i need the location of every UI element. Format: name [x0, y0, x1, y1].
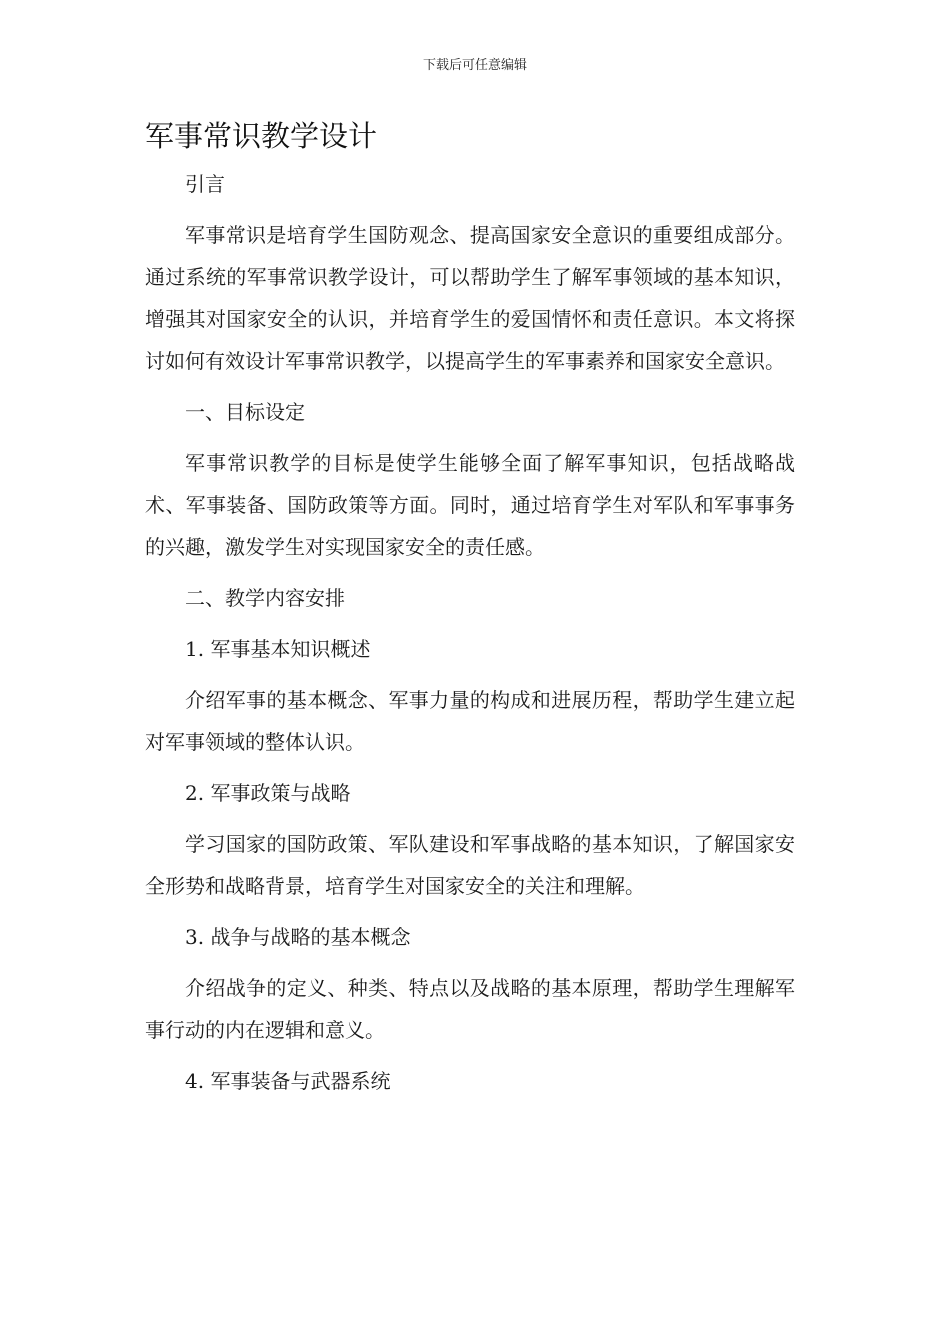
- paragraph-goals: 军事常识教学的目标是使学生能够全面了解军事知识，包括战略战术、军事装备、国防政策等方面。同时，通过培育学生对军队和军事事务的兴趣，激发学生对实现国家安全的责任感。: [145, 451, 795, 559]
- paragraph-intro: 军事常识是培育学生国防观念、提高国家安全意识的重要组成部分。通过系统的军事常识教学设计，可以帮助学生了解军事领域的基本知识，增强其对国家安全的认识，并培育学生的爱国情怀和责任意识。本文将探讨如何有效设计军事常识教学，以提高学生的军事素养和国家安全意识。: [145, 223, 795, 373]
- subheading-1: 1. 军事基本知识概述: [185, 637, 371, 661]
- paragraph-3: 介绍战争的定义、种类、特点以及战略的基本原理，帮助学生理解军事行动的内在逻辑和意义。: [145, 976, 795, 1042]
- document-title: 军事常识教学设计: [145, 119, 378, 153]
- subheading-2: 2. 军事政策与战略: [185, 781, 351, 805]
- subheading-3: 3. 战争与战略的基本概念: [185, 925, 411, 949]
- subheading-4: 4. 军事装备与武器系统: [185, 1069, 391, 1093]
- paragraph-2: 学习国家的国防政策、军队建设和军事战略的基本知识，了解国家安全形势和战略背景，培育学生对国家安全的关注和理解。: [145, 832, 795, 898]
- section-heading-goals: 一、目标设定: [185, 400, 305, 424]
- section-heading-content: 二、教学内容安排: [185, 586, 345, 610]
- section-heading-intro: 引言: [185, 172, 225, 196]
- paragraph-1: 介绍军事的基本概念、军事力量的构成和进展历程，帮助学生建立起对军事领域的整体认识。: [145, 688, 795, 754]
- document-body: [145, 163, 795, 1102]
- header-note: 下载后可任意编辑: [422, 58, 527, 73]
